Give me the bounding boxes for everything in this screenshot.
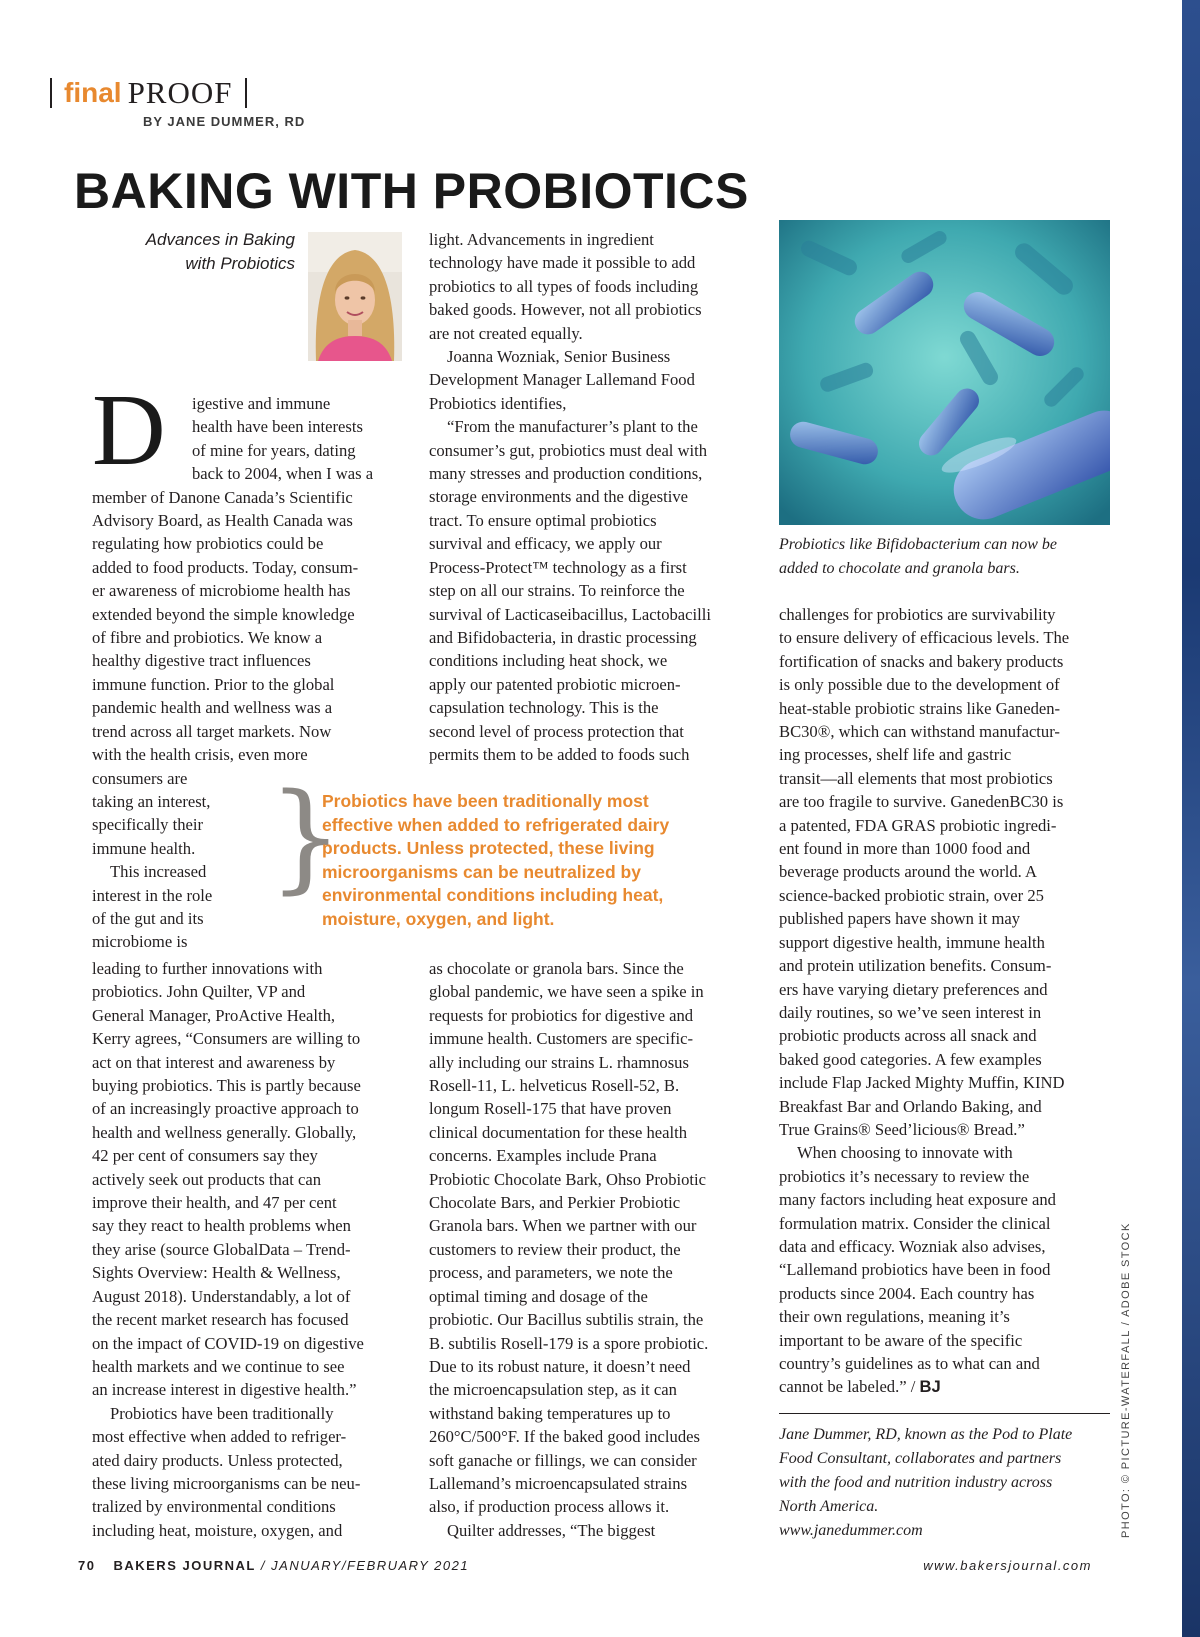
header-final-label: final — [64, 77, 122, 108]
body-line: step on all our strains. To reinforce the — [429, 581, 685, 601]
issue-date: / JANUARY/FEBRUARY 2021 — [255, 1558, 470, 1573]
body-line: of the gut and its — [92, 908, 204, 928]
body-line: with the health crisis, even more — [92, 745, 308, 765]
header-divider-right — [245, 78, 247, 108]
body-line: are not created equally. — [429, 323, 583, 343]
column-2-top — [429, 228, 711, 766]
article-title: BAKING WITH PROBIOTICS — [74, 163, 749, 219]
pullquote-line: effective when added to refrigerated dairy — [322, 814, 670, 835]
bio-line: Food Consultant, collaborates and partners — [779, 1450, 1062, 1467]
pullquote-line: environmental conditions including heat, — [322, 885, 664, 905]
body-line: immune function. Prior to the global — [92, 674, 335, 694]
body-line: BC30®, which can withstand manufactur- — [779, 722, 1060, 742]
body-line: of mine for years, dating — [192, 440, 356, 460]
body-line: trend across all target markets. Now — [92, 721, 332, 741]
body-line: baked goods. However, not all probiotics — [429, 300, 702, 320]
body-line: important to be aware of the specific — [779, 1330, 1023, 1350]
body-line: health markets and we continue to see — [92, 1356, 345, 1376]
body-line: survival and efficacy, we apply our — [429, 534, 662, 554]
bio-line: with the food and nutrition industry across — [779, 1474, 1053, 1491]
body-line: baked good categories. A few examples — [779, 1049, 1042, 1069]
body-line: global pandemic, we have seen a spike in — [429, 982, 704, 1002]
subhead-line: Advances in Baking — [145, 230, 295, 249]
page-edge-strip — [1182, 0, 1200, 1637]
body-line: August 2018). Understandably, a lot of — [92, 1286, 351, 1306]
header-proof-label: PROOF — [127, 75, 233, 110]
bio-line: Jane Dummer, RD, known as the Pod to Plate — [779, 1426, 1073, 1443]
body-line: regulating how probiotics could be — [92, 534, 324, 554]
body-line: ated dairy products. Unless protected, — [92, 1450, 343, 1470]
body-line: probiotics it’s necessary to review the — [779, 1166, 1030, 1186]
body-line: ing processes, shelf life and gastric — [779, 745, 1012, 765]
body-line: country’s guidelines as to what can and — [779, 1354, 1040, 1373]
body-line: Probiotic Chocolate Bark, Ohso Probiotic — [429, 1169, 706, 1189]
photo-credit: PHOTO: © PICTURE-WATERFALL / ADOBE STOCK — [1120, 1222, 1132, 1538]
body-line: General Manager, ProActive Health, — [92, 1005, 336, 1025]
body-line: include Flap Jacked Mighty Muffin, KIND — [779, 1073, 1065, 1093]
author-bio — [779, 1423, 1072, 1543]
body-line: Quilter addresses, “The biggest — [447, 1520, 656, 1540]
body-line: Chocolate Bars, and Perkier Probiotic — [429, 1193, 681, 1213]
body-line: light. Advancements in ingredient — [429, 230, 654, 249]
body-line: back to 2004, when I was a — [192, 464, 374, 484]
body-line: withstand baking temperatures up to — [429, 1403, 671, 1423]
journal-website-link[interactable]: www.bakersjournal.com — [923, 1558, 1092, 1573]
image-caption — [779, 533, 1057, 581]
body-line: to ensure delivery of efficacious levels. The — [779, 628, 1070, 648]
subhead-line: with Probiotics — [185, 254, 295, 273]
pullquote-brace: } — [268, 767, 344, 905]
body-line: immune health. Customers are specific- — [429, 1029, 694, 1049]
body-line: products since 2004. Each country has — [779, 1283, 1035, 1303]
article-subhead — [100, 228, 295, 276]
body-line: ally including our strains L. rhamnosus — [429, 1052, 689, 1072]
body-line: tract. To ensure optimal probiotics — [429, 510, 657, 530]
column-2-bottom — [429, 957, 708, 1542]
body-line: transit—all elements that most probiotics — [779, 768, 1053, 788]
body-line: technology have made it possible to add — [429, 253, 696, 273]
body-line: Advisory Board, as Health Canada was — [92, 511, 353, 531]
pullquote-line: moisture, oxygen, and light. — [322, 908, 555, 929]
body-line: Lallemand’s microencapsulated strains — [429, 1473, 688, 1493]
body-line: Rosell-11, L. helveticus Rosell-52, B. — [429, 1076, 680, 1096]
body-line: actively seek out products that can — [92, 1169, 322, 1189]
bio-line: North America. — [779, 1498, 879, 1515]
body-line: er awareness of microbiome health has — [92, 581, 351, 601]
body-line: their own regulations, meaning it’s — [779, 1307, 1010, 1327]
body-line: challenges for probiotics are survivability — [779, 605, 1056, 624]
footer-left — [78, 1558, 469, 1573]
body-line: healthy digestive tract influences — [92, 651, 311, 671]
body-line: daily routines, so we’ve seen interest in — [779, 1002, 1042, 1022]
body-line: buying probiotics. This is partly because — [92, 1076, 361, 1096]
body-line: consumers are — [92, 768, 188, 788]
body-line: conditions including heat shock, we — [429, 651, 668, 671]
body-line: added to food products. Today, consum- — [92, 557, 359, 577]
body-line: are too fragile to survive. GanedenBC30 is — [779, 792, 1064, 812]
body-line: consumer’s gut, probiotics must deal with — [429, 440, 708, 460]
body-line: as chocolate or granola bars. Since the — [429, 959, 684, 978]
body-line: of fibre and probiotics. We know a — [92, 628, 323, 648]
body-line: support digestive health, immune health — [779, 932, 1045, 952]
body-line: published papers have shown it may — [779, 909, 1021, 929]
body-line: member of Danone Canada’s Scientific — [92, 487, 353, 507]
pullquote-line: microorganisms can be neutralized by — [322, 861, 641, 882]
caption-line: Probiotics like Bifidobacterium can now be — [779, 536, 1058, 553]
body-line: health and wellness generally. Globally, — [92, 1122, 357, 1142]
journal-name: BAKERS JOURNAL — [113, 1558, 256, 1573]
drop-cap: D — [92, 374, 166, 487]
body-line: ent found in more than 1000 food and — [779, 839, 1031, 859]
body-line: these living microorganisms can be neu- — [92, 1473, 361, 1493]
body-line: microbiome is — [92, 932, 188, 952]
body-line-final — [779, 1375, 1069, 1398]
body-line: 42 per cent of consumers say they — [92, 1146, 318, 1166]
body-line: interest in the role — [92, 885, 213, 905]
body-line: specifically their — [92, 815, 204, 835]
body-line: second level of process protection that — [429, 721, 684, 741]
body-line: apply our patented probiotic microen- — [429, 674, 681, 694]
body-line: clinical documentation for these health — [429, 1122, 688, 1142]
body-line: many stresses and production conditions, — [429, 464, 703, 484]
body-line: and Bifidobacteria, in drastic processing — [429, 627, 697, 647]
body-line: the microencapsulation step, as it can — [429, 1380, 677, 1400]
body-line-text: cannot be labeled.” / — [779, 1377, 920, 1397]
body-line: formulation matrix. Consider the clinical — [779, 1213, 1051, 1233]
body-line: taking an interest, — [92, 791, 211, 811]
body-line: igestive and immune — [192, 394, 331, 413]
body-line: is only possible due to the development of — [779, 675, 1060, 695]
body-line: Breakfast Bar and Orlando Baking, and — [779, 1096, 1042, 1116]
body-line: process, and parameters, we note the — [429, 1263, 673, 1283]
pull-quote — [322, 790, 669, 931]
bio-divider — [779, 1413, 1110, 1414]
body-line: True Grains® Seed’licious® Bread.” — [779, 1119, 1025, 1139]
body-line: the recent market research has focused — [92, 1310, 349, 1330]
body-line: tralized by environmental conditions — [92, 1497, 336, 1517]
body-line: When choosing to innovate with — [797, 1143, 1013, 1163]
caption-line: added to chocolate and granola bars. — [779, 560, 1020, 577]
body-line: many factors including heat exposure and — [779, 1190, 1056, 1210]
body-line: optimal timing and dosage of the — [429, 1286, 648, 1306]
body-line: heat-stable probiotic strains like Ganeden- — [779, 698, 1061, 718]
body-line: This increased — [110, 862, 207, 882]
body-line: concerns. Examples include Prana — [429, 1146, 657, 1166]
body-line: beverage products around the world. A — [779, 862, 1038, 882]
column-1-bottom — [92, 957, 364, 1542]
body-line: health have been interests — [192, 417, 363, 437]
body-line: Development Manager Lallemand Food — [429, 370, 695, 390]
body-line: improve their health, and 47 per cent — [92, 1193, 337, 1213]
body-line: “From the manufacturer’s plant to the — [447, 417, 698, 437]
body-line: customers to review their product, the — [429, 1239, 681, 1259]
body-line: requests for probiotics for digestive and — [429, 1005, 694, 1025]
body-line: of an increasingly proactive approach to — [92, 1099, 359, 1119]
body-line: 260°C/500°F. If the baked good includes — [429, 1427, 700, 1447]
body-line: they arise (source GlobalData – Trend- — [92, 1239, 351, 1259]
body-line: longum Rosell-175 that have proven — [429, 1099, 672, 1119]
body-line: Probiotics identifies, — [429, 393, 567, 413]
body-line: say they react to health problems when — [92, 1216, 351, 1236]
header-divider-left — [50, 78, 52, 108]
page-number: 70 — [78, 1558, 96, 1573]
probiotic-bacteria-illustration — [779, 220, 1110, 525]
body-line: Joanna Wozniak, Senior Business — [447, 347, 671, 367]
body-line: a patented, FDA GRAS probiotic ingredi- — [779, 815, 1057, 835]
body-line: soft ganache or fillings, we can consider — [429, 1450, 697, 1470]
body-line: most effective when added to refriger- — [92, 1427, 347, 1447]
body-line: storage environments and the digestive — [429, 487, 688, 507]
pullquote-line: Probiotics have been traditionally most — [322, 791, 649, 811]
body-line: Probiotics have been traditionally — [110, 1403, 334, 1423]
body-line: probiotics to all types of foods including — [429, 276, 699, 296]
body-line: act on that interest and awareness by — [92, 1052, 336, 1072]
body-line: permits them to be added to foods such — [429, 744, 690, 764]
section-header — [50, 75, 247, 111]
column-3 — [779, 603, 1069, 1399]
body-line: capsulation technology. This is the — [429, 698, 659, 718]
body-line: Process-Protect™ technology as a first — [429, 557, 687, 577]
body-line: “Lallemand probiotics have been in food — [779, 1260, 1051, 1280]
body-line: and protein utilization benefits. Consum- — [779, 956, 1052, 976]
byline: BY JANE DUMMER, RD — [143, 114, 306, 129]
body-line: on the impact of COVID-19 on digestive — [92, 1333, 364, 1353]
body-line: including heat, moisture, oxygen, and — [92, 1520, 343, 1540]
body-line: pandemic health and wellness was a — [92, 698, 333, 718]
body-line: science-backed probiotic strain, over 25 — [779, 885, 1044, 905]
author-portrait — [308, 232, 402, 361]
body-line: fortification of snacks and bakery products — [779, 651, 1064, 671]
body-line: probiotics. John Quilter, VP and — [92, 982, 306, 1002]
pullquote-line: products. Unless protected, these living — [322, 838, 655, 858]
body-line: ers have varying dietary preferences and — [779, 979, 1048, 999]
body-line: Due to its robust nature, it doesn’t need — [429, 1356, 691, 1376]
body-line: also, if production process allows it. — [429, 1497, 670, 1517]
body-line: probiotic products across all snack and — [779, 1026, 1037, 1046]
body-line: extended beyond the simple knowledge — [92, 604, 355, 624]
body-line: Granola bars. When we partner with our — [429, 1216, 697, 1236]
author-website-link[interactable]: www.janedummer.com — [779, 1522, 923, 1539]
body-line: data and efficacy. Wozniak also advises, — [779, 1236, 1046, 1256]
body-line: immune health. — [92, 838, 196, 858]
body-line: an increase interest in digestive health.” — [92, 1380, 357, 1400]
body-line: probiotic. Our Bacillus subtilis strain, the — [429, 1310, 704, 1330]
body-line: leading to further innovations with — [92, 959, 323, 978]
body-line: survival of Lacticaseibacillus, Lactobacilli — [429, 604, 711, 624]
body-line: Kerry agrees, “Consumers are willing to — [92, 1029, 361, 1049]
body-line: Sights Overview: Health & Wellness, — [92, 1263, 341, 1283]
signoff-mark: BJ — [919, 1377, 941, 1397]
body-line: B. subtilis Rosell-179 is a spore probiotic. — [429, 1333, 709, 1353]
